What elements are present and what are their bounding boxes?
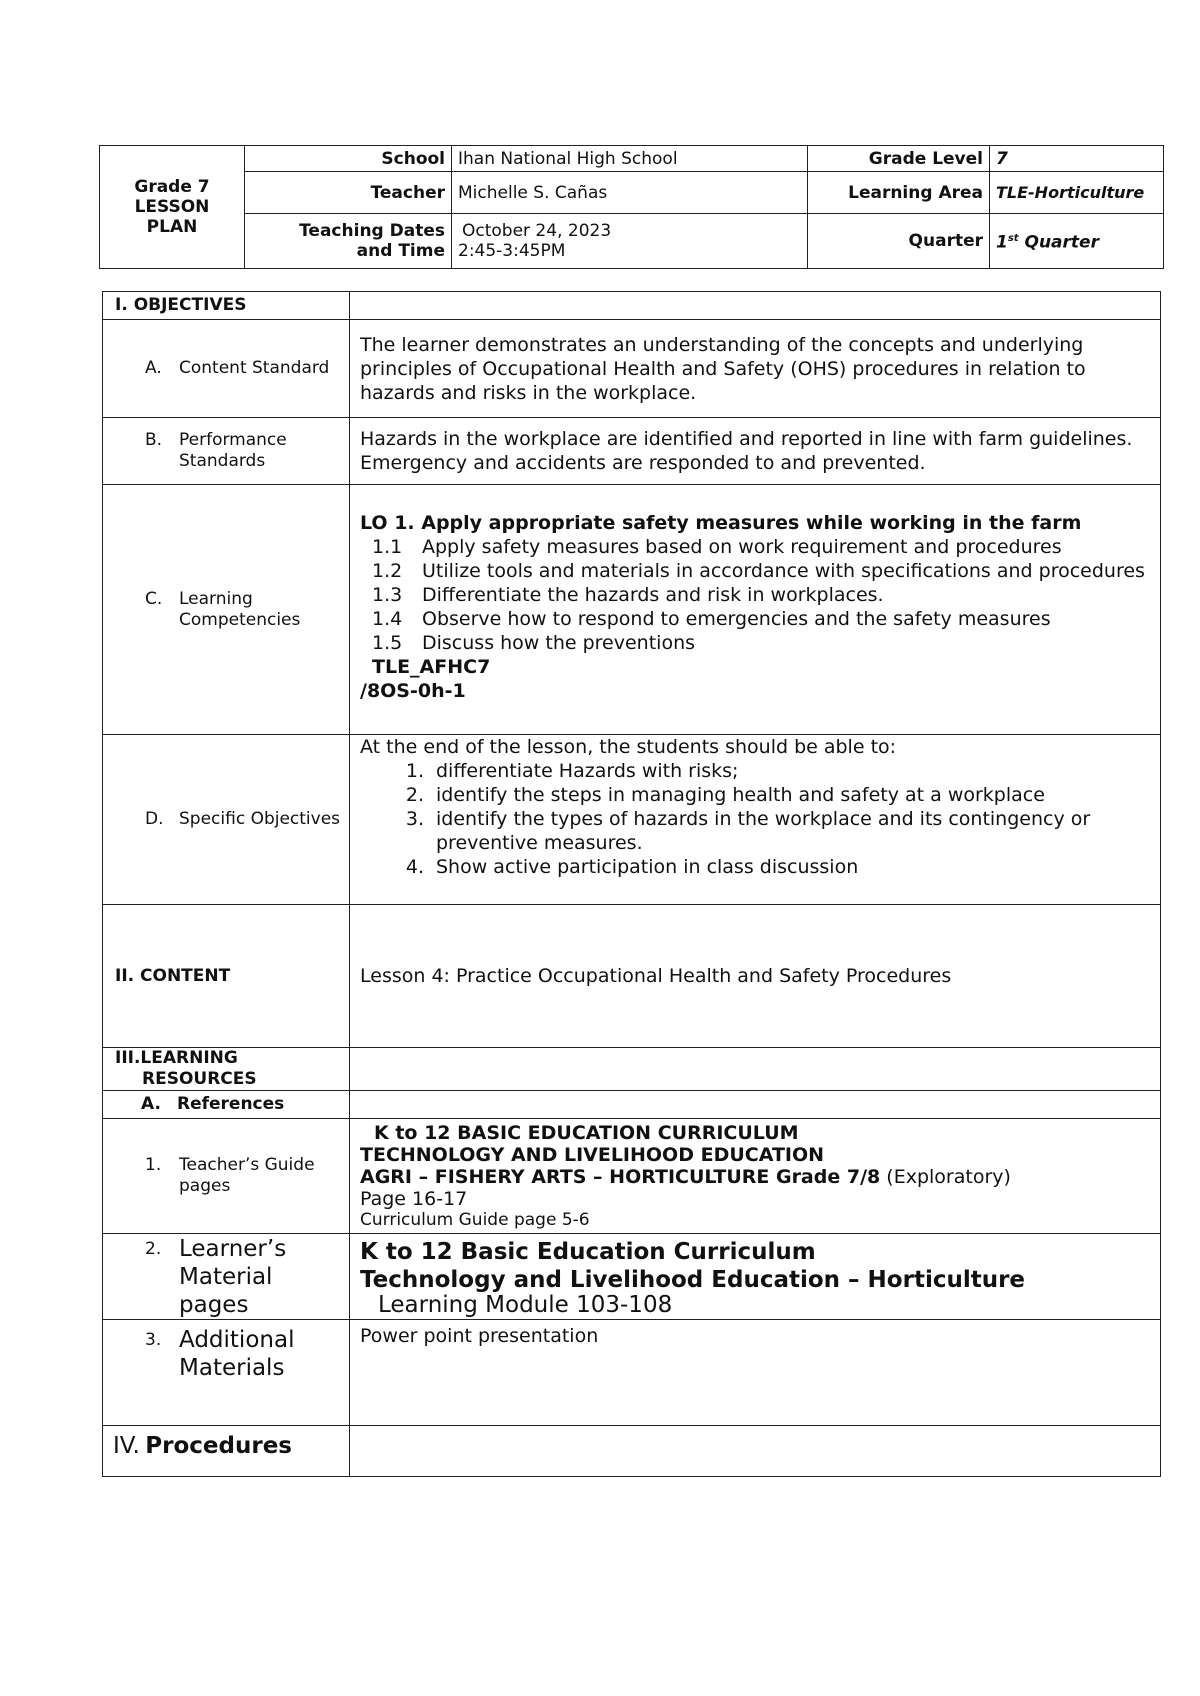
teaching-dates-label: Teaching Dates and Time bbox=[245, 214, 452, 269]
quarter-value: 1st Quarter bbox=[990, 214, 1164, 269]
lesson-plan-title: Grade 7 LESSON PLAN bbox=[100, 146, 245, 269]
competency-item: 1.5 Discuss how the preventions bbox=[372, 632, 696, 654]
competency-code: /8OS-0h-1 bbox=[360, 680, 466, 702]
learning-outcome: LO 1. Apply appropriate safety measures while working in the farm bbox=[360, 512, 1082, 534]
teachers-guide-label: 1. Teacher’s Guide pages bbox=[103, 1119, 350, 1234]
quarter-label: Quarter bbox=[808, 214, 990, 269]
competency-item: 1.1 Apply safety measures based on work requirement and procedures bbox=[372, 536, 1062, 558]
content-standard-text: The learner demonstrates an understanding of the concepts and underlying principles of Occupational Health and Safety (OHS) procedures in relation to hazards and risks in the workplace. bbox=[350, 320, 1161, 418]
learners-material-content: K to 12 Basic Education Curriculum Technology and Livelihood Education – Horticulture Learning Module 103-108 bbox=[350, 1234, 1161, 1320]
objective-item: 1. differentiate Hazards with risks; bbox=[405, 760, 739, 782]
competency-code: TLE_AFHC7 bbox=[372, 656, 491, 678]
lesson-table bbox=[102, 291, 1161, 1477]
content-heading: II. CONTENT bbox=[103, 905, 350, 1048]
objective-item: 2. identify the steps in managing health and safety at a workplace bbox=[405, 784, 1045, 806]
performance-standards-label: B. Performance Standards bbox=[103, 418, 350, 485]
grade-level-value: 7 bbox=[990, 146, 1164, 172]
teachers-guide-content: K to 12 BASIC EDUCATION CURRICULUM TECHNOLOGY AND LIVELIHOOD EDUCATION AGRI – FISHERY ARTS – HORTICULTURE Grade 7/8 (Exploratory) Page 16-17 Curriculum Guide page 5-6 bbox=[350, 1119, 1161, 1234]
references-label: A. References bbox=[103, 1091, 350, 1119]
specific-objectives-content bbox=[350, 735, 1161, 905]
objective-item: 3. identify the types of hazards in the workplace and its contingency or preventive measures. bbox=[405, 808, 1091, 854]
competency-item: 1.3 Differentiate the hazards and risk in workplaces. bbox=[372, 584, 884, 606]
competency-item: 1.2 Utilize tools and materials in accordance with specifications and procedures bbox=[372, 560, 1145, 582]
procedures-heading: IV. Procedures bbox=[103, 1426, 350, 1477]
objective-item: 4. Show active participation in class discussion bbox=[405, 856, 859, 878]
learning-area-value: TLE-Horticulture bbox=[990, 172, 1164, 214]
header-table bbox=[99, 145, 1164, 269]
school-value: Ihan National High School bbox=[452, 146, 808, 172]
additional-materials-label: 3. Additional Materials bbox=[103, 1320, 350, 1426]
lesson-title: Lesson 4: Practice Occupational Health and Safety Procedures bbox=[350, 905, 1161, 1048]
teacher-label: Teacher bbox=[245, 172, 452, 214]
teacher-value: Michelle S. Cañas bbox=[452, 172, 808, 214]
learning-competencies-label: C. Learning Competencies bbox=[103, 485, 350, 735]
learners-material-label: 2. Learner’s Material pages bbox=[103, 1234, 350, 1320]
grade-level-label: Grade Level bbox=[808, 146, 990, 172]
school-label: School bbox=[245, 146, 452, 172]
performance-standards-text: Hazards in the workplace are identified and reported in line with farm guidelines. Emergency and accidents are responded to and prevented. bbox=[350, 418, 1161, 485]
learning-resources-heading: III.LEARNING RESOURCES bbox=[103, 1048, 350, 1091]
specific-objectives-label: D. Specific Objectives bbox=[103, 735, 350, 905]
specific-objectives-intro: At the end of the lesson, the students should be able to: bbox=[360, 736, 897, 758]
content-standard-label: A. Content Standard bbox=[103, 320, 350, 418]
objectives-heading: I. OBJECTIVES bbox=[103, 292, 350, 320]
learning-area-label: Learning Area bbox=[808, 172, 990, 214]
teaching-dates-value: October 24, 2023 2:45-3:45PM bbox=[452, 214, 808, 269]
additional-materials-text: Power point presentation bbox=[350, 1320, 1161, 1426]
learning-competencies-content bbox=[350, 485, 1161, 735]
competency-item: 1.4 Observe how to respond to emergencies and the safety measures bbox=[372, 608, 1051, 630]
